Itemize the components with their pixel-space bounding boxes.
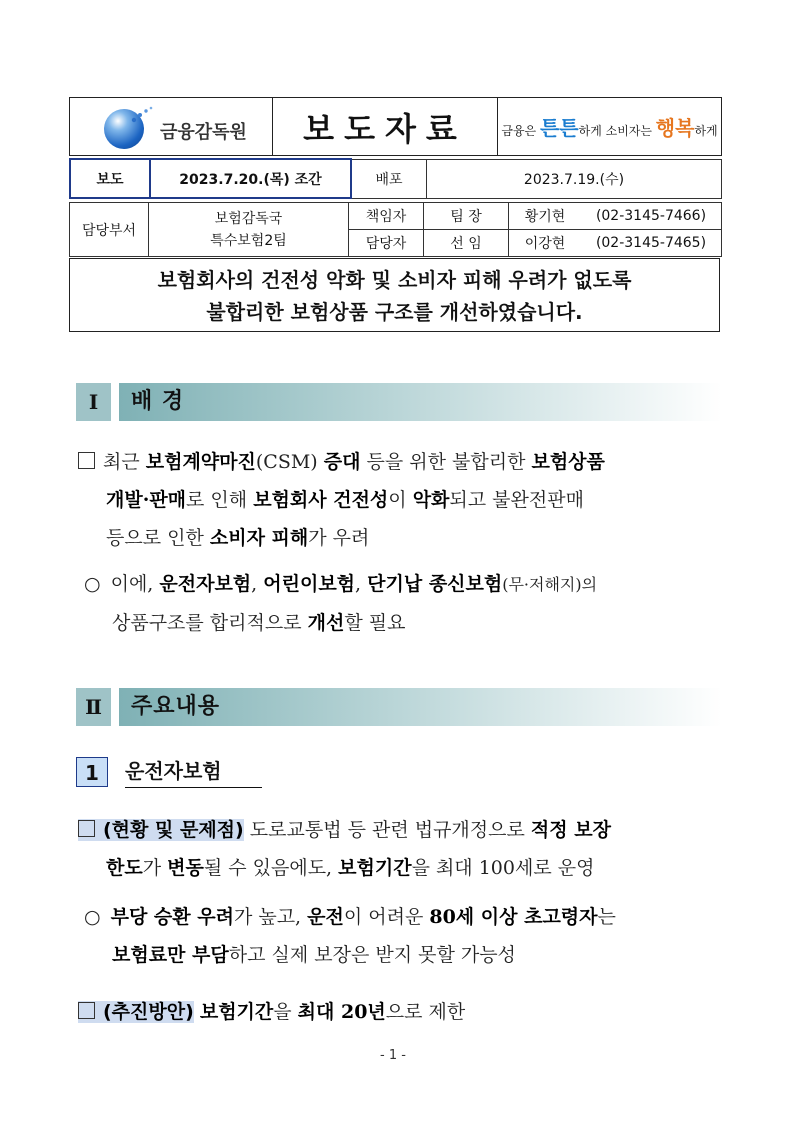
distribution-label: 배포 bbox=[351, 159, 427, 198]
subsection-title: 운전자보험 bbox=[125, 757, 262, 788]
text-line: 한도가 변동될 수 있음에도, 보험기간을 최대 100세로 운영 bbox=[106, 857, 595, 879]
logo-cell bbox=[70, 98, 273, 156]
doc-type-title: 보도자료 bbox=[273, 98, 498, 156]
checkbox-square-icon bbox=[78, 1002, 95, 1019]
text-line: 최근 보험계약마진(CSM) 증대 등을 위한 불합리한 보험상품 bbox=[78, 443, 728, 481]
slogan-pre: 금융은 bbox=[501, 124, 540, 138]
role-label: 책임자 bbox=[349, 203, 424, 230]
text-line: (추진방안) 보험기간을 최대 20년으로 제한 bbox=[78, 993, 728, 1031]
section-title: 주요내용 bbox=[119, 688, 722, 726]
department-table bbox=[69, 202, 722, 257]
contact-title: 선 임 bbox=[424, 230, 509, 257]
dept-name-line1: 보험감독국 bbox=[214, 210, 283, 227]
checkbox-square-icon bbox=[78, 820, 95, 837]
role-label: 담당자 bbox=[349, 230, 424, 257]
section-title: 배 경 bbox=[119, 383, 722, 421]
logo-dots-icon bbox=[130, 106, 154, 126]
text-line: ○ 이에, 운전자보험, 어린이보험, 단기납 종신보험(무·저해지)의 bbox=[84, 573, 598, 595]
release-label: 보도 bbox=[70, 159, 150, 198]
background-paragraph-2 bbox=[84, 565, 724, 642]
text-line: 개발·판매로 인해 보험회사 건전성이 악화되고 불완전판매 bbox=[106, 489, 584, 511]
contact-title: 팀 장 bbox=[424, 203, 509, 230]
text-line: ○ 부당 승환 우려가 높고, 운전이 어려운 80세 이상 초고령자는 bbox=[84, 906, 616, 928]
dept-name bbox=[149, 203, 349, 257]
dept-name-line2: 특수보험2팀 bbox=[210, 232, 287, 249]
headline-line2: 불합리한 보험상품 구조를 개선하였습니다. bbox=[206, 300, 583, 324]
text-line: 등으로 인한 소비자 피해가 우려 bbox=[106, 527, 370, 549]
release-table bbox=[69, 158, 722, 199]
slogan-word-2: 행복 bbox=[655, 116, 695, 140]
header-table bbox=[69, 97, 722, 156]
section-main-content-bar bbox=[76, 688, 722, 726]
background-paragraph-1 bbox=[78, 443, 728, 557]
section-background-bar bbox=[76, 383, 722, 421]
main-paragraph-2 bbox=[84, 898, 724, 974]
section-number: Ⅱ bbox=[76, 688, 111, 726]
slogan-post: 하게 bbox=[694, 124, 718, 138]
distribution-date: 2023.7.19.(수) bbox=[427, 159, 722, 198]
org-name: 금융감독원 bbox=[160, 122, 247, 143]
contact-phone: (02-3145-7466) bbox=[581, 203, 722, 230]
headline-line1: 보험회사의 건전성 악화 및 소비자 피해 우려가 없도록 bbox=[157, 268, 632, 292]
subsection-number: 1 bbox=[76, 757, 108, 787]
text-line: (현황 및 문제점) 도로교통법 등 관련 법규개정으로 적정 보장 bbox=[78, 811, 728, 849]
contact-person: 이강현 bbox=[509, 230, 582, 257]
contact-phone: (02-3145-7465) bbox=[581, 230, 722, 257]
page-number: - 1 - bbox=[380, 1048, 406, 1063]
slogan-mid: 하게 소비자는 bbox=[578, 124, 656, 138]
circle-bullet-icon: ○ bbox=[84, 573, 101, 595]
slogan bbox=[498, 98, 722, 156]
section-number: Ⅰ bbox=[76, 383, 111, 421]
dept-label: 담당부서 bbox=[70, 203, 149, 257]
checkbox-square-icon bbox=[78, 452, 95, 469]
contact-person: 황기현 bbox=[509, 203, 582, 230]
text-line: 보험료만 부담하고 실제 보장은 받지 못할 가능성 bbox=[112, 944, 516, 966]
main-paragraph-1 bbox=[78, 811, 728, 887]
headline-box bbox=[69, 258, 720, 332]
text-line: 상품구조를 합리적으로 개선할 필요 bbox=[112, 612, 406, 634]
circle-bullet-icon: ○ bbox=[84, 906, 101, 928]
slogan-word-1: 튼튼 bbox=[539, 116, 579, 140]
release-date: 2023.7.20.(목) 조간 bbox=[150, 159, 351, 198]
main-paragraph-3 bbox=[78, 993, 728, 1031]
